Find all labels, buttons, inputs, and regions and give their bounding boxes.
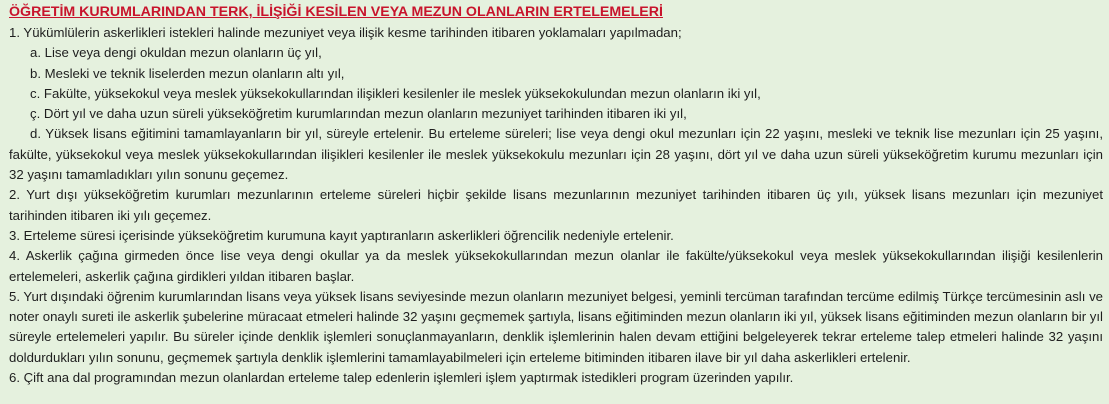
item-1c: c. Fakülte, yüksekokul veya meslek yüksekokullarından ilişikleri kesilenler ile meslek yüksekokulundan mezun olanların iki yıl, xyxy=(30,85,761,101)
item-2: 2. Yurt dışı yükseköğretim kurumları mezunlarının erteleme süreleri hiçbir şekilde lisans mezunlarının mezuniyet tarihinden itibaren üç yılı, yüksek lisans mezunları için mezuniyet tarihinden itibaren iki yılı geçemez. xyxy=(9,187,1103,223)
item-1c-cedilla: ç. Dört yıl ve daha uzun süreli yükseköğretim kurumlarından mezun olanların mezuniyet tarihinden itibaren iki yıl, xyxy=(30,106,687,122)
document-title: ÖĞRETİM KURUMLARINDAN TERK, İLİŞİĞİ KESİLEN VEYA MEZUN OLANLARIN ERTELEMELERİ xyxy=(9,4,663,20)
item-6: 6. Çift ana dal programından mezun olanlardan erteleme talep edenlerin işlemleri işlem yaptırmak istedikleri program üzerinden yapılır. xyxy=(9,370,794,386)
item-1a: a. Lise veya dengi okuldan mezun olanların üç yıl, xyxy=(30,45,322,61)
item-1: 1. Yükümlülerin askerlikleri istekleri halinde mezuniyet veya ilişik kesme tarihinden itibaren yoklamaları yapılmadan; xyxy=(9,25,682,40)
item-4: 4. Askerlik çağına girmeden önce lise veya dengi okullar ya da meslek yüksekokullarından mezun olanlar ile fakülte/yüksekokul veya meslek yüksekokullarından ilişiği kesilenlerin ertelemeleri, askerlik çağına girdikleri yıldan itibaren başlar. xyxy=(9,248,1103,284)
item-1d: d. Yüksek lisans eğitimini tamamlayanların bir yıl, süreyle ertelenir. Bu erteleme süreleri; lise veya dengi okul mezunları için 22 yaşını, mesleki ve teknik lise mezunları için 25 yaşını, fakülte, yüksekokul veya meslek yüksekokullarından ilişikleri kesilenler ile meslek yüksekokulu mezunları için 28 yaşını, dört yıl ve daha uzun süreli yükseköğretim kurumu mezunları için 32 yaşını tamamladıkları yılın sonunu geçemez. xyxy=(9,126,1103,183)
item-5: 5. Yurt dışındaki öğrenim kurumlarından lisans veya yüksek lisans seviyesinde mezun olanların mezuniyet belgesi, yeminli tercüman tarafından tercüme edilmiş Türkçe tercümesinin aslı ve noter onaylı sureti ile askerlik şubelerine müracaat etmeleri halinde 32 yaşını geçmemek şartıyla, lisans eğitiminden mezun olanların iki yıl, yüksek lisans eğitiminden mezun olanların bir yıl süreyle ertelemeleri yapılır. Bu süreler içinde denklik işlemleri sonuçlanmayanların, denklik işlemlerinin halen devam ettiğini belgeleyerek tekrar erteleme talep etmeleri halinde 32 yaşını doldurdukları yılın sonunu, geçmemek şartıyla denklik işlemlerini tamamlayabilmeleri için erteleme bitiminden itibaren ilave bir yıl daha askerlikleri ertelenir. xyxy=(9,288,1103,365)
item-1b: b. Mesleki ve teknik liselerden mezun olanların altı yıl, xyxy=(30,65,345,81)
item-3: 3. Erteleme süresi içerisinde yükseköğretim kurumuna kayıt yaptıranların askerlikleri öğrencilik nedeniyle ertelenir. xyxy=(9,227,674,243)
